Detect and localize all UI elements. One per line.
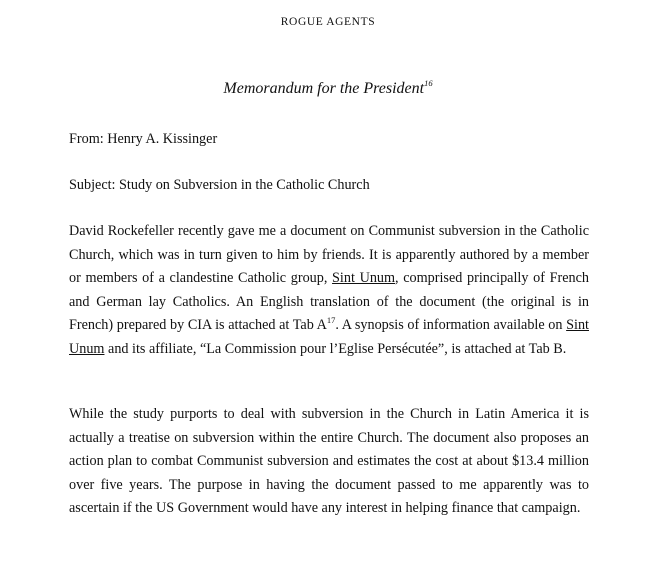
paragraph-1-text-d: and its affiliate, “La Commission pour l’Eglise Persécutée”, is attached at Tab B. (104, 340, 567, 357)
paragraph-1-text-b: , comprised principally of French and German lay Catholics. An English translation of the document (the original is in French) prepared by CIA is attached at Tab A (69, 270, 589, 334)
paragraph-1-text-c: . A synopsis of information available on (335, 317, 567, 334)
memo-title (0, 80, 656, 98)
running-head: ROGUE AGENTS (280, 16, 376, 28)
sint-unum-underlined-2: Sint Unum (69, 317, 589, 357)
paragraph-1-text-a: David Rockefeller recently gave me a document on Communist subversion in the Catholic Church, which was in turn given to him by friends. It is apparently authored by a member or members of a clandestine Catholic group, (69, 223, 589, 287)
memo-title-text: Memorandum for the President (223, 80, 425, 97)
sint-unum-underlined-1: Sint Unum (332, 270, 396, 287)
memo-from-line: From: Henry A. Kissinger (69, 131, 218, 147)
footnote-ref-17: 17 (326, 315, 336, 326)
memo-subject-line: Subject: Study on Subversion in the Catholic Church (69, 177, 370, 193)
body-paragraph-1 (69, 220, 589, 362)
title-footnote-ref: 16 (424, 78, 433, 88)
body-paragraph-2: While the study purports to deal with subversion in the Church in Latin America it is actually a treatise on subversion within the entire Church. The document also proposes an action plan to combat Communist subversion and estimates the cost at about $13.4 million over five years. The purpose in having the document passed to me apparently was to ascertain if the US Government would have any interest in helping finance that campaign. (69, 406, 589, 517)
